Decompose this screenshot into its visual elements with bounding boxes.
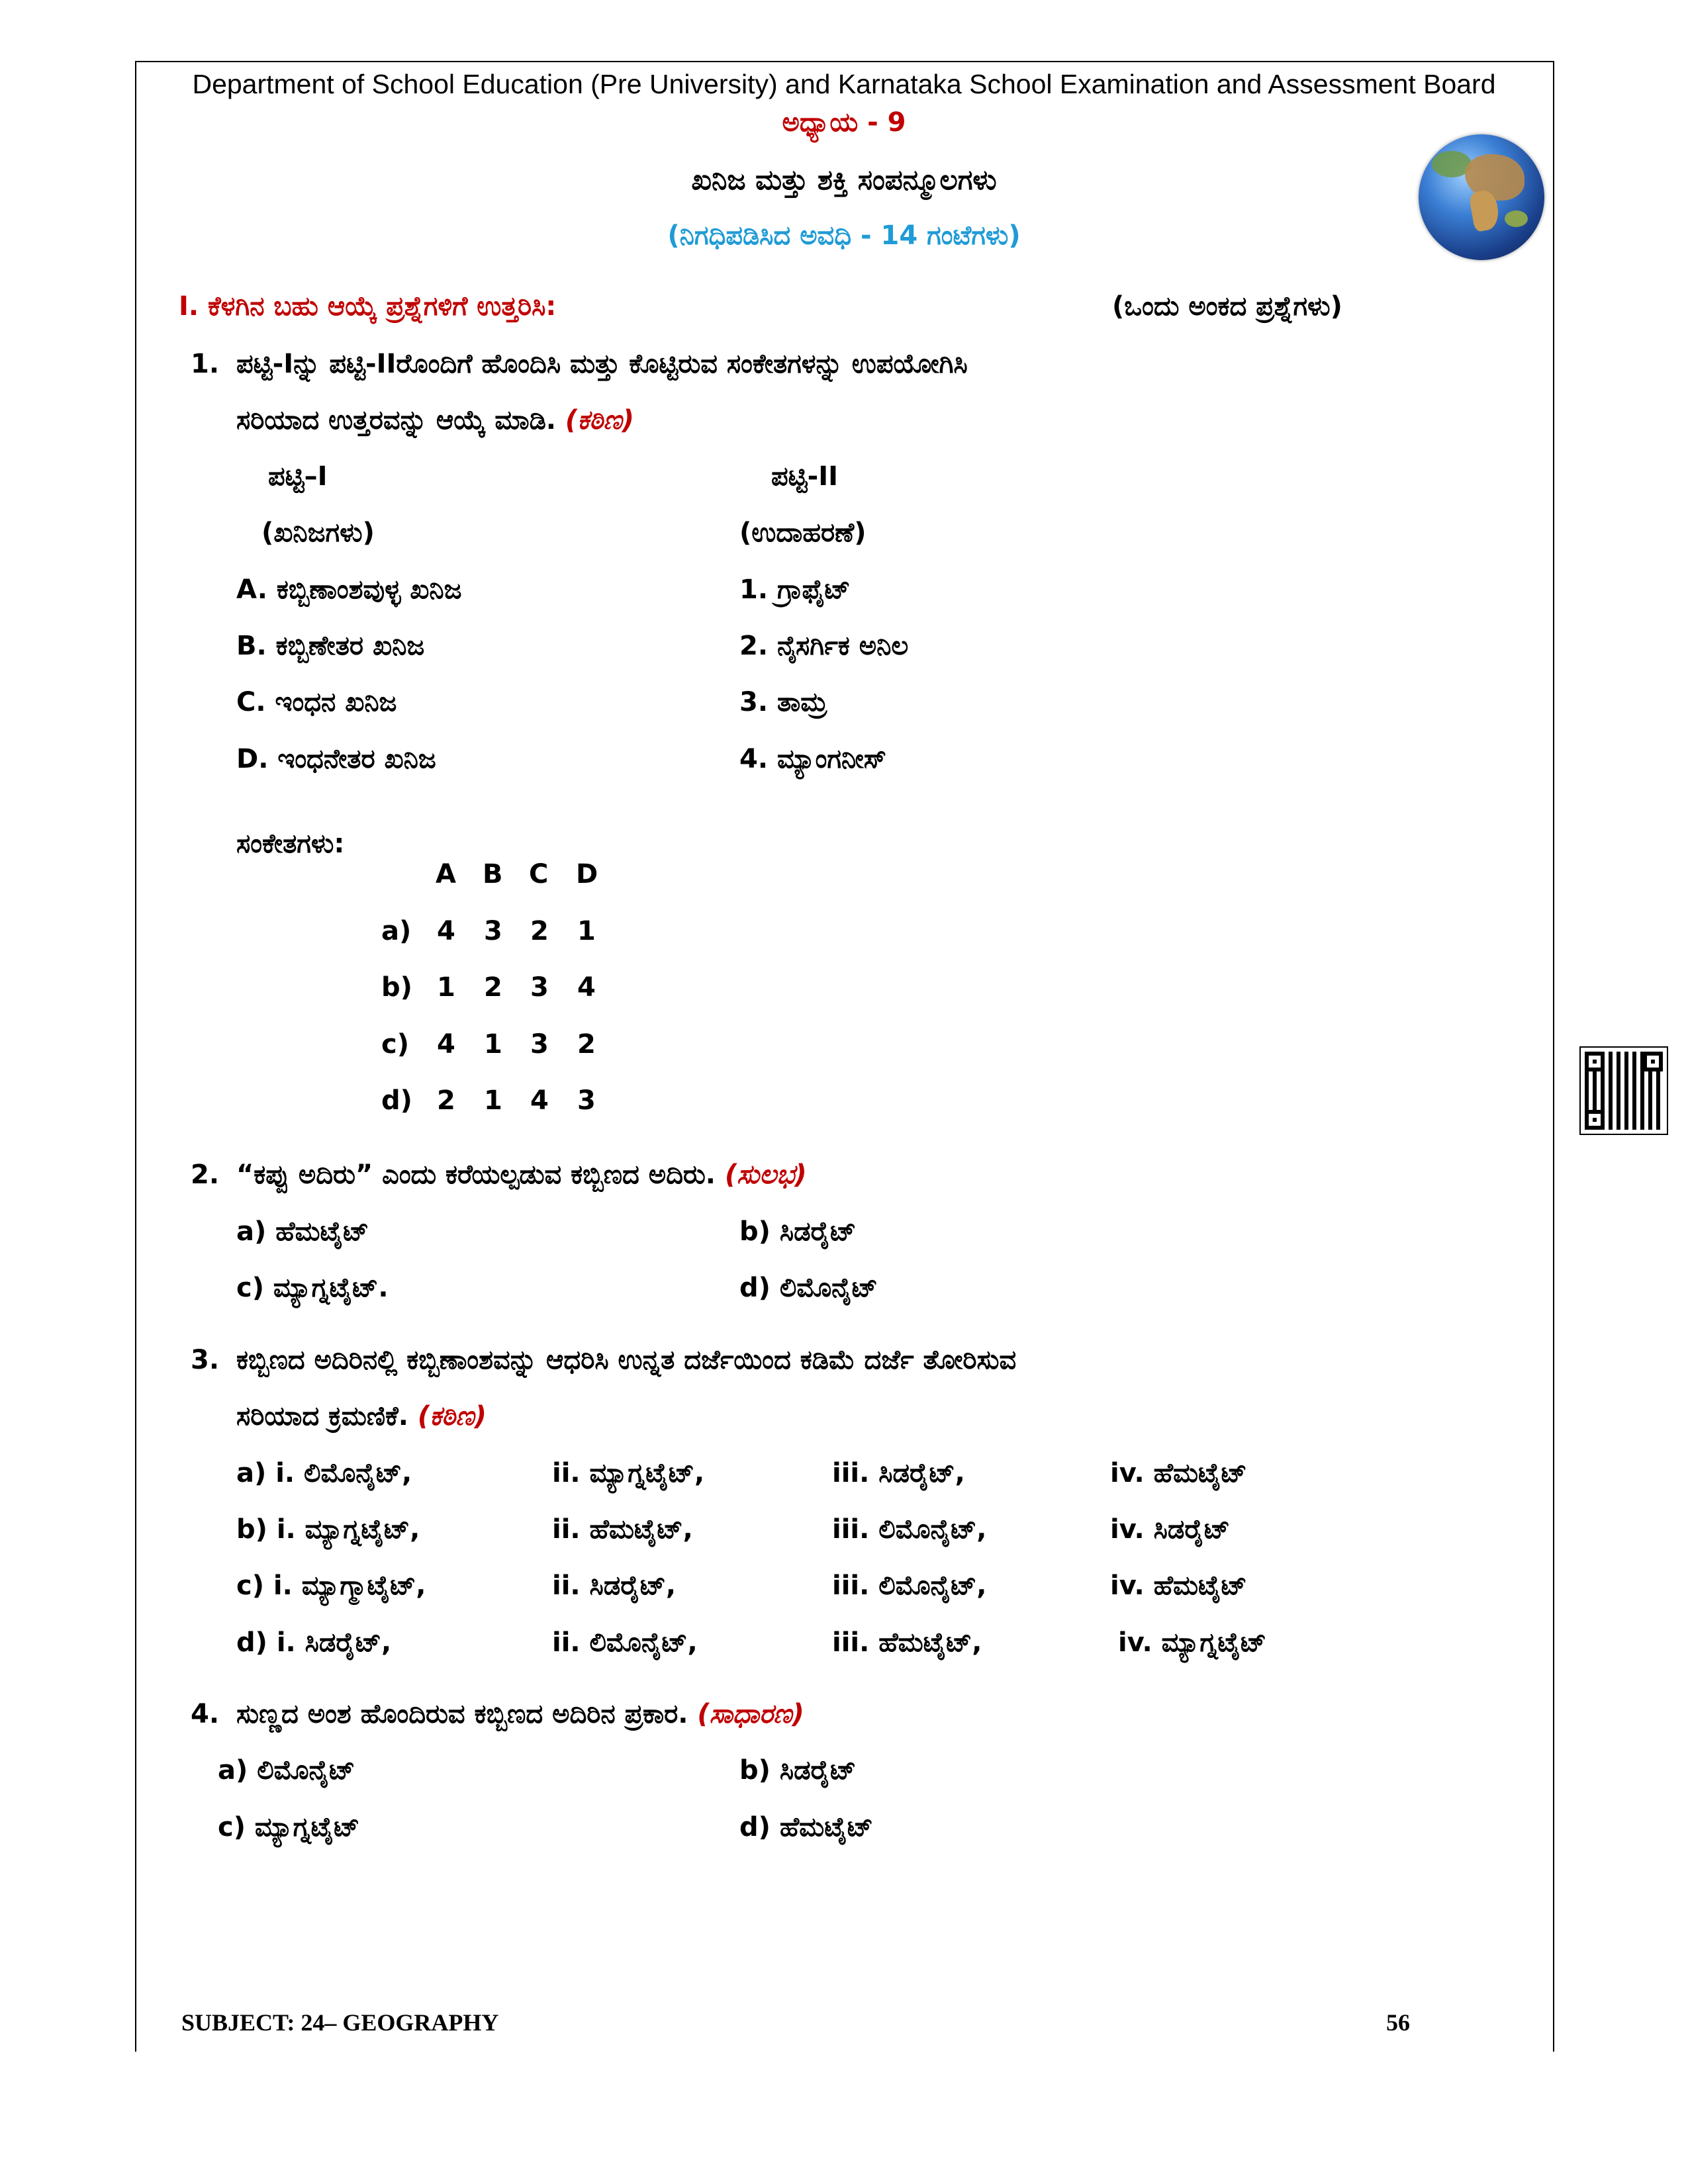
q1-text-line1: ಪಟ್ಟಿ-Iನ್ನು ಪಟ್ಟಿ-IIರೊಂದಿಗೆ ಹೊಂದಿಸಿ ಮತ್ತು ಕೊಟ್ಟಿರುವ ಸಂಕೇತಗಳನ್ನು ಉಪಯೋಗಿಸಿ [236,349,968,379]
list2-title: ಪಟ್ಟಿ-II [771,461,839,492]
chapter-number: ಅಧ್ಯಾಯ - 9 [782,107,906,138]
code-row-label: c) [381,1029,409,1060]
q3-option-part: iv. ಹೆಮಟೈಟ್ [1110,1570,1247,1601]
code-cell: 1 [437,972,455,1003]
page-border-top [135,61,1554,62]
code-row-label: b) [381,972,412,1003]
code-cell: 2 [484,972,502,1003]
code-cell: 4 [577,972,596,1003]
q2-option[interactable]: a) ಹೆಮಟೈಟ್ [236,1216,369,1247]
code-cell: 2 [530,916,549,946]
page-border-right [1553,61,1554,2052]
q3-option-part[interactable]: a) i. ಲಿಮೊನೈಟ್, [236,1458,412,1488]
globe-icon [1419,134,1544,260]
code-cell: 3 [484,916,502,946]
q3-option-part: ii. ಸಿಡರೈಟ್, [552,1570,677,1601]
list1-subtitle: (ಖನಿಜಗಳು) [261,518,375,548]
q2-option[interactable]: d) ಲಿಮೊನೈಟ್ [739,1273,878,1303]
code-cell: 1 [484,1029,502,1060]
code-cell: 2 [577,1029,596,1060]
q1-text-line2-main: ಸರಿಯಾದ ಉತ್ತರವನ್ನು ಆಯ್ಕೆ ಮಾಡಿ. [236,405,556,435]
codes-header-A: A [436,859,456,889]
q2-option[interactable]: c) ಮ್ಯಾಗ್ನಟೈಟ್. [236,1273,389,1303]
q4-difficulty: (ಸಾಧಾರಣ) [697,1699,804,1729]
q4-option[interactable]: b) ಸಿಡರೈಟ್ [739,1755,857,1786]
code-cell: 3 [577,1085,596,1116]
list2-item: 1. ಗ್ರಾಫೈಟ್ [739,574,851,605]
q3-option-part: iii. ಲಿಮೊನೈಟ್, [832,1570,987,1601]
q2-option[interactable]: b) ಸಿಡರೈಟ್ [739,1216,857,1247]
q4-text-main: ಸುಣ್ಣದ ಅಂಶ ಹೊಂದಿರುವ ಕಬ್ಬಿಣದ ಅದಿರಿನ ಪ್ರಕಾರ. [236,1699,688,1729]
list1-title: ಪಟ್ಟಿ–I [268,461,328,492]
q3-option-part: ii. ಲಿಮೊನೈಟ್, [552,1627,698,1658]
page-border-left [135,61,136,2052]
q3-option-part: iv. ಸಿಡರೈಟ್ [1110,1514,1231,1545]
board-header: Department of School Education (Pre University) and Karnataka School Examination and Assessment Board [192,69,1496,99]
q3-option-part[interactable]: c) i. ಮ್ಯಾಗ್ಮಾಟೈಟ್, [236,1570,426,1601]
q2-text-main: “ಕಪ್ಪು ಅದಿರು” ಎಂದು ಕರೆಯಲ್ಪಡುವ ಕಬ್ಬಿಣದ ಅದಿರು. [236,1160,716,1190]
list2-item: 2. ನೈಸರ್ಗಿಕ ಅನಿಲ [739,631,909,661]
q1-difficulty: (ಕಠಿಣ) [565,405,634,435]
footer-subject: SUBJECT: 24– GEOGRAPHY [181,2009,499,2036]
q4-text [236,1699,804,1729]
codes-header-B: B [483,859,503,889]
code-cell: 3 [530,1029,549,1060]
code-cell: 1 [577,916,596,946]
list1-item: C. ಇಂಧನ ಖನಿಜ [236,687,397,717]
code-cell: 4 [530,1085,549,1116]
list1-item: D. ಇಂಧನೇತರ ಖನಿಜ [236,744,436,774]
codes-label: ಸಂಕೇತಗಳು: [236,829,345,859]
section-heading: I. ಕೆಳಗಿನ ಬಹು ಆಯ್ಕೆ ಪ್ರಶ್ನೆಗಳಿಗೆ ಉತ್ತರಿಸಿ: [179,291,557,322]
q2-number: 2. [191,1160,220,1190]
code-cell: 4 [437,1029,455,1060]
q3-text-line1: ಕಬ್ಬಿಣದ ಅದಿರಿನಲ್ಲಿ ಕಬ್ಬಿಣಾಂಶವನ್ನು ಆಧರಿಸಿ ಉನ್ನತ ದರ್ಜೆಯಿಂದ ಕಡಿಮೆ ದರ್ಜೆ ತೋರಿಸುವ [236,1345,1017,1375]
list1-item: A. ಕಬ್ಬಿಣಾಂಶವುಳ್ಳ ಖನಿಜ [236,574,462,605]
q3-option-part: ii. ಮ್ಯಾಗ್ನಟೈಟ್, [552,1458,705,1488]
codes-header-D: D [576,859,598,889]
q3-option-part: iii. ಹೆಮಟೈಟ್, [832,1627,982,1658]
code-cell: 4 [437,916,455,946]
q3-text-line2 [236,1401,487,1432]
q3-option-part: iii. ಸಿಡರೈಟ್, [832,1458,965,1488]
codes-header-C: C [529,859,549,889]
q3-option-part: iv. ಹೆಮಟೈಟ್ [1110,1458,1247,1488]
list2-subtitle: (ಉದಾಹರಣೆ) [739,518,867,548]
q1-text-line2 [236,405,634,435]
q3-difficulty: (ಕಠಿಣ) [417,1401,487,1432]
q3-option-part: ii. ಹೆಮಟೈಟ್, [552,1514,693,1545]
code-row-label: a) [381,916,412,946]
q3-text-line2-main: ಸರಿಯಾದ ಕ್ರಮಣಿಕೆ. [236,1401,408,1432]
q4-option[interactable]: c) ಮ್ಯಾಗ್ನಟೈಟ್ [218,1812,360,1843]
q4-option[interactable]: d) ಹೆಮಟೈಟ್ [739,1812,873,1843]
page-title: ಖನಿಜ ಮತ್ತು ಶಕ್ತಿ ಸಂಪನ್ಮೂಲಗಳು [691,163,997,196]
code-cell: 1 [484,1085,502,1116]
list1-item: B. ಕಬ್ಬಿಣೇತರ ಖನಿಜ [236,631,425,661]
page-number: 56 [1386,2009,1410,2036]
q4-number: 4. [191,1699,220,1729]
q1-number: 1. [191,349,220,379]
section-marks: (ಒಂದು ಅಂಕದ ಪ್ರಶ್ನೆಗಳು) [1112,291,1342,322]
q3-number: 3. [191,1345,220,1375]
q3-option-part[interactable]: b) i. ಮ್ಯಾಗ್ನಟೈಟ್, [236,1514,420,1545]
duration-note: (ನಿಗಧಿಪಡಿಸಿದ ಅವಧಿ - 14 ಗಂಟೆಗಳು) [667,220,1021,251]
qr-code-icon[interactable] [1581,1048,1667,1134]
list2-item: 3. ತಾಮ್ರ [739,687,827,717]
code-cell: 2 [437,1085,455,1116]
q3-option-part: iv. ಮ್ಯಾಗ್ನಟೈಟ್ [1118,1627,1267,1658]
code-row-label: d) [381,1085,412,1116]
q2-difficulty: (ಸುಲಭ) [724,1160,807,1190]
code-cell: 3 [530,972,549,1003]
q3-option-part: iii. ಲಿಮೊನೈಟ್, [832,1514,987,1545]
list2-item: 4. ಮ್ಯಾಂಗನೀಸ್ [739,744,886,774]
q2-text [236,1160,807,1190]
q3-option-part[interactable]: d) i. ಸಿಡರೈಟ್, [236,1627,392,1658]
q4-option[interactable]: a) ಲಿಮೊನೈಟ್ [218,1755,355,1786]
